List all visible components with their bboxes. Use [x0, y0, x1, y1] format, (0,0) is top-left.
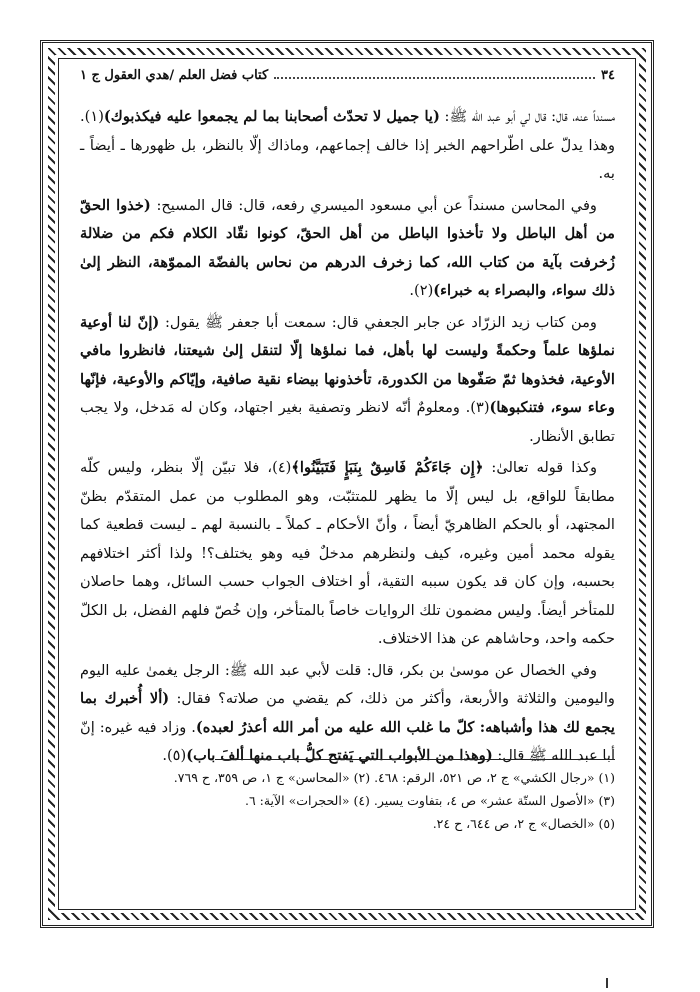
- footnote-line: (٣) «الأصول الستّة عشر» ص ٤، بتفاوت يسير. (٤) «الحجرات» الآية: ٦.: [244, 793, 615, 808]
- paragraph-2: [80, 192, 615, 306]
- para-text: وفي الخصال عن موسىٰ بن بكر، قال: قلت لأبي عبد الله ﷺ: الرجل يغمىٰ عليه اليوم واليومين والثلاثة والأربعة، وأكثر من ذلك، كم يقضي من صلاته؟ فقال:: [80, 661, 615, 707]
- page-number: ٣٤: [601, 68, 615, 83]
- para-text: (٥).: [162, 747, 187, 764]
- header-dots: [274, 68, 595, 79]
- para-text: (٣). ومعلومٌ أنّه لانظر وتصفية بغير اجتهاد، وكان له مَدخل، ولا يجب تطابق الأنظار.: [80, 399, 615, 445]
- paragraph-4: [80, 454, 615, 654]
- quran-verse: ﴿إِن جَاءَكُمْ فَاسِقٌ بِنَبَإٍ فَتَبَيَّنُوا﴾: [291, 459, 484, 476]
- para-text: مسنداً عنه، قال: قال لي أبو عبد الله ﷺ:: [439, 108, 615, 125]
- running-title: كتاب فضل العلم /هدي العقول ج ١: [80, 68, 269, 83]
- page-body: [80, 68, 615, 774]
- para-text: (٤)، فلا تبيّن إلّا بنظر، وليس كلّه مطابقاً للواقع، بل ليس إلّا ما يظهر للمتثبّت، وهو المطلوب من عمل المتقدّم بظنّ المجتهد، أو بالحكم الظاهريّ أيضاً ، وأنّ الأحكام ـ كملاً ـ بالنسبة لهم ـ ليست قطعية كما يقوله محمد أمين وغيره، كيف ولنظرهم مدخلٌ فيه وهو يختلف؟! ولذا أكثر اختلافهم بحسبه، وإن كان قد يكون سببه التقية، أو اختلاف الجواب حسب السائل، وهما حاصلان للمتأخر أيضاً. وليس مضمون تلك الروايات خاصاً بالمتأخر، وإن خُصّ فلهم الفضل، بل الكلّ حكمه واحد، وحاشاهم عن هذا الاختلاف.: [80, 459, 615, 647]
- paragraph-1: [80, 103, 615, 189]
- para-text: (٢).: [409, 282, 434, 299]
- print-mark: [606, 978, 608, 988]
- footnotes: [80, 759, 615, 835]
- footnote-line: (١) «رجال الكشي» ج ٢، ص ٥٢١، الرقم: ٤٦٨. (٢) «المحاسن» ج ١، ص ٣٥٩، ح ٧٦٩.: [173, 770, 615, 785]
- para-text: وكذا قوله تعالىٰ:: [483, 459, 597, 476]
- running-header: [80, 68, 615, 93]
- quote-text: (وهذا من الأبواب التي يَفتح كلُّ باب منها ألفَ باب): [186, 747, 493, 764]
- para-text: وفي المحاسن مسنداً عن أبي مسعود الميسري رفعه، قال: قال المسيح:: [150, 196, 597, 214]
- para-text: . وزاد فيه غيره: إنّ أبا عبد الله ﷺ قال:: [80, 718, 615, 764]
- paragraph-5: [80, 657, 615, 771]
- footnote-line: (٥) «الخصال» ج ٢، ص ٦٤٤، ح ٢٤.: [432, 816, 615, 831]
- quote-text: (يا جميل لا تحدّث أصحابنا بما لم يجمعوا عليه فيكذبوك): [103, 108, 440, 125]
- paragraph-3: [80, 309, 615, 452]
- quote-text: (خذوا الحقّ من أهل الباطل ولا تأخذوا الباطل من أهل الحقّ، كونوا نقّاد الكلام فكم من ضلالة زُخرفت بآية من كتاب الله، كما زخرف الدرهم من نحاس بالفضّة المموّهة، النظر إلىٰ ذلك سواء، والبصراء به خبراء): [80, 196, 615, 299]
- footnote-rule: [215, 759, 615, 760]
- para-text: (١). وهذا يدلّ على اطّراحهم الخبر إذا خالف إجماعهم، وماذاك إلّا بالنظر، بل ظهورها ـ أيضاً ـ به.: [80, 108, 615, 182]
- quote-text: (ألا أُخبرك بما يجمع لك هذا وأشباهه: كلّ ما غلب الله عليه من أمر الله أعذرُ لعبده): [80, 690, 615, 736]
- para-text: ومن كتاب زيد الزرّاد عن جابر الجعفي قال: سمعت أبا جعفر ﷺ يقول:: [159, 313, 597, 331]
- quote-text: (إنّ لنا أوعية نملؤها علماً وحكمةً وليست لها بأهل، فما نملؤها إلّا لتنقل إلىٰ شيعتنا، فانظروا مافي الأوعية، فخذوها ثمّ صَفّوها من الكدورة، تأخذونها بيضاء نقية صافية، وإيّاكم والأوعية، فإنّها وعاء سوء، فتنكبوها): [80, 313, 615, 416]
